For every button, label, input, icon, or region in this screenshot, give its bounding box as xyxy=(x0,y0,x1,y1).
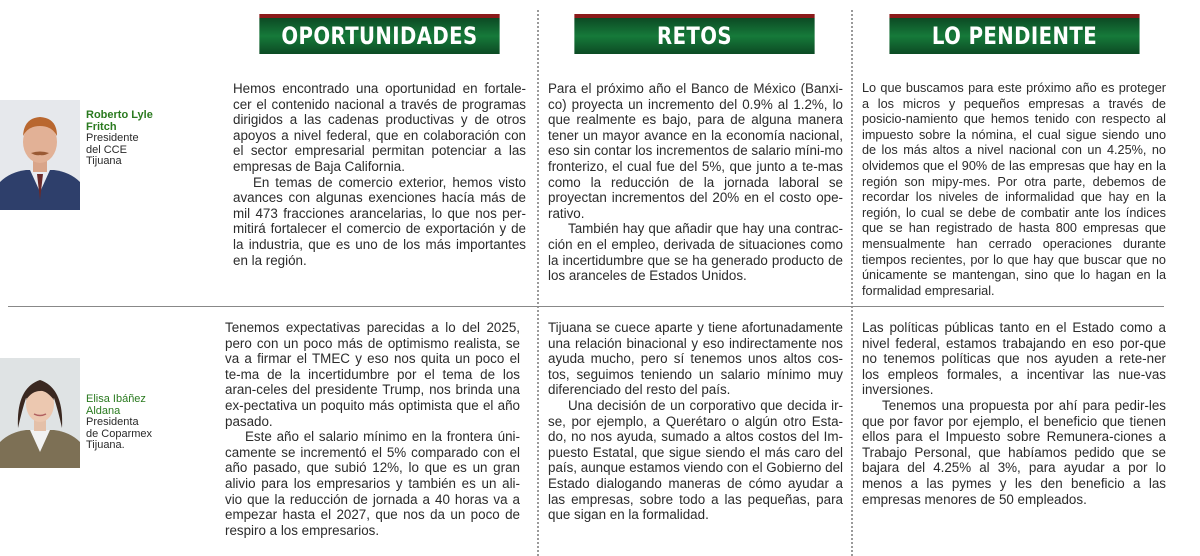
person-title: Presidente xyxy=(86,132,139,144)
header-pending: LO PENDIENTE xyxy=(889,14,1139,54)
column-divider xyxy=(851,10,853,556)
person-title: Tijuana xyxy=(86,155,122,167)
person-title: Presidenta xyxy=(86,416,139,428)
opportunities-text xyxy=(233,81,526,268)
paragraph: Una decisión de un corporativo que decida ir-se, por ejemplo, a Querétaro o algún otro Esta-do, no nos ayuda, sumado a altos costos del Im-puesto Estatal, que sigue siendo el más caro del país, aunque estamos viendo con el Gobierno del Estado dialogando maneras de cómo ayudar a las empresas, sobre todo a las pequeñas, para que sigan en la formalidad. xyxy=(548,397,843,523)
paragraph: Tijuana se cuece aparte y tiene afortunadamente una relación binacional y eso indirectamente nos ayuda mucho, pero sí tenemos unos altos cos-tos, seguimos teniendo un salario mínimo muy diferenciado del resto del país. xyxy=(548,320,843,398)
paragraph: En temas de comercio exterior, hemos visto avances con algunas exenciones hacía más de mil 473 fracciones arancelarias, lo que nos per-mitirá fortalecer el comercio de exportación y de la industria, que es uno de los más importantes en la región. xyxy=(233,174,526,268)
row-divider xyxy=(8,306,1164,307)
opportunities-text xyxy=(225,320,520,538)
person-name: Aldana xyxy=(86,404,121,417)
paragraph: También hay que añadir que hay una contrac-ción en el empleo, derivada de situaciones como la incertidumbre que se ha generado producto de los aranceles de Estados Unidos. xyxy=(548,221,843,284)
header-challenges: RETOS xyxy=(574,14,814,54)
paragraph: Hemos encontrado una oportunidad en fortale-cer el contenido nacional a través de programas dirigidos a las cadenas productivas y de otros apoyos a nivel federal, que en colaboración con el sector empresarial permitan potenciar a las empresas de Baja California. xyxy=(233,81,526,174)
person-title: Tijuana. xyxy=(86,439,125,451)
person-title: de Coparmex xyxy=(86,427,153,440)
portrait-photo xyxy=(0,358,80,468)
challenges-text xyxy=(548,81,843,284)
person-title: del CCE xyxy=(86,143,127,156)
column-divider xyxy=(537,10,539,556)
pending-text xyxy=(862,320,1166,507)
person-name: Roberto Lyle xyxy=(86,109,153,121)
person-caption xyxy=(86,394,186,452)
paragraph: Lo que buscamos para este próximo año es proteger a los micros y pequeños empresas a través de posicio-namiento que hemos tenido con respecto al impuesto sobre la nómina, el cual sigue siendo uno de los más altos a nivel nacional con un 4.25%, no olvidemos que el 90% de las empresas que hay en la región son mipy-mes. Por otra parte, debemos de recordar los niveles de informalidad que hay en la región, lo cual se debe de combatir ante los índices que se han registrado de hasta 800 empresas que mensualmente han cerrado operaciones durante tiempos recientes, por lo que hay que buscar que no únicamente se mantengan, sino que lo hagan en la formalidad empresarial. xyxy=(862,81,1166,298)
paragraph: Las políticas públicas tanto en el Estado como a nivel federal, estamos trabajando en eso por-que no tenemos políticas que nos ayuden a rete-ner los empleos formales, a incentivar las nue-vas inversiones. xyxy=(862,320,1166,398)
person-name: Elisa Ibáñez xyxy=(86,393,146,405)
paragraph: Este año el salario mínimo en la frontera úni-camente se incrementó el 5% comparado con el año pasado, que subió 12%, lo que es un gran alivio para los empresarios y también es un ali-vio que la reducción de jornada a 40 horas va a empezar hasta el 2027, que nos da un poco de respiro a los empresarios. xyxy=(225,429,520,538)
paragraph: Para el próximo año el Banco de México (Banxi-co) proyecta un incremento del 0.9% al 1.2%, lo que realmente es bajo, para de alguna manera tener un mayor avance en la economía nacional, eso sin contar los incrementos de salario míni-mo fronterizo, el cual fue del 5%, que junto a te-mas como la reducción de la jornada laboral se proyectan incrementos del 20% en el costo ope-rativo. xyxy=(548,81,843,221)
paragraph: Tenemos expectativas parecidas a lo del 2025, pero con un poco más de optimismo realista, se va a firmar el TMEC y eso nos quita un poco el te-ma de la incertidumbre por el tema de los aran-celes del presidente Trump, nos brinda una ex-pectativa un poquito más optimista que el año pasado. xyxy=(225,320,520,429)
paragraph: Tenemos una propuesta por ahí para pedir-les que por favor por ejemplo, el beneficio que tienen ellos para el Impuesto sobre Remunera-ciones a Trabajo Personal, que habíamos pedido que se bajara del 4.25% al 3%, para ayudar a por lo menos a las pymes y les den beneficio a las empresas menores de 50 empleados. xyxy=(862,397,1166,507)
pending-text xyxy=(862,81,1166,299)
person-name: Fritch xyxy=(86,120,117,133)
header-opportunities: OPORTUNIDADES xyxy=(259,14,499,54)
portrait-photo xyxy=(0,100,80,210)
challenges-text xyxy=(548,320,843,523)
person-caption xyxy=(86,110,166,168)
